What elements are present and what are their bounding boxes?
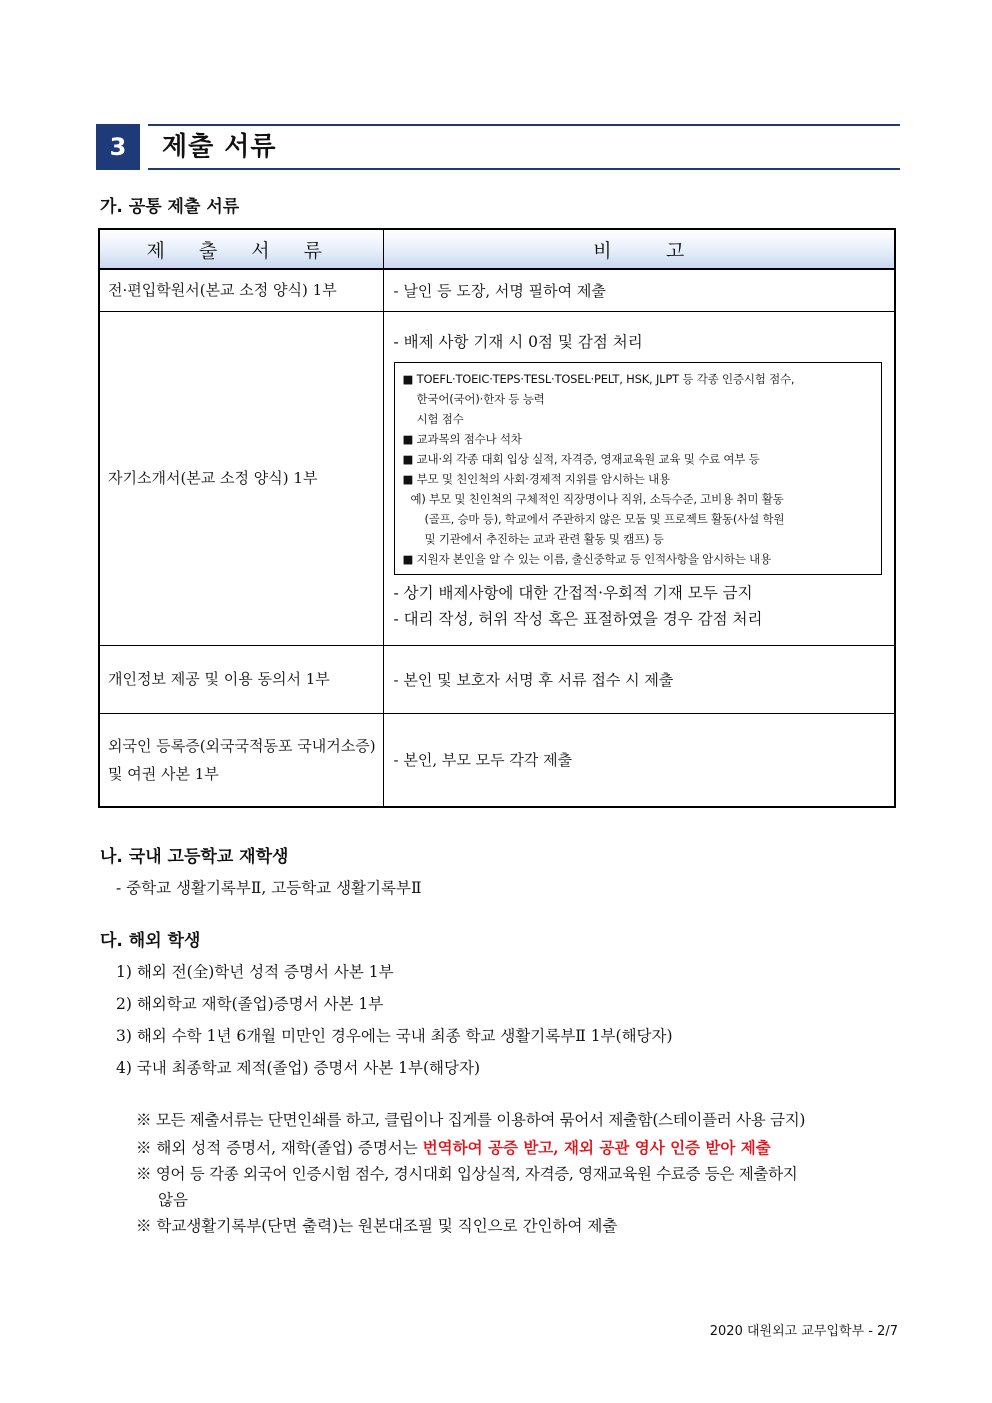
table-row <box>99 645 895 713</box>
section-title: 제출 서류 <box>162 132 277 162</box>
doc-privacy-consent: 개인정보 제공 및 이용 동의서 1부 <box>99 645 383 713</box>
overseas-item: 1) 해외 전(全)학년 성적 증명서 사본 1부 <box>116 963 394 981</box>
note-plagiarism: - 대리 작성, 허위 작성 혹은 표절하였을 경우 감점 처리 <box>393 609 763 628</box>
note-notarization-emphasis: 번역하여 공증 받고, 재외 공관 영사 인증 받아 제출 <box>422 1138 771 1157</box>
excl-item-cont: 한국어(국어)·한자 등 능력 <box>416 391 545 406</box>
page-footer: 2020 대원외고 교무입학부 - 2/7 <box>709 1324 898 1339</box>
section-header <box>96 124 900 170</box>
note-indirect-ban: - 상기 배제사항에 대한 간접적·우회적 기재 모두 금지 <box>393 583 753 602</box>
excl-item: ■ 교과목의 점수나 석차 <box>402 431 522 446</box>
overseas-item: 2) 해외학교 재학(졸업)증명서 사본 1부 <box>116 995 384 1013</box>
note-application: - 날인 등 도장, 서명 필하여 제출 <box>383 269 895 311</box>
common-docs-heading: 가. 공통 제출 서류 <box>100 197 240 217</box>
doc-foreigner-id-line1: 외국인 등록증(외국국적동포 국내거소증) <box>108 736 376 755</box>
overseas-heading: 다. 해외 학생 <box>100 931 201 951</box>
note-notarization <box>136 1136 771 1158</box>
doc-application: 전·편입학원서(본교 소정 양식) 1부 <box>99 269 383 311</box>
table-row <box>99 713 895 807</box>
note-exclusion: - 배제 사항 기재 시 0점 및 감점 처리 <box>393 332 643 351</box>
overseas-item: 3) 해외 수학 1년 6개월 미만인 경우에는 국내 최종 학교 생활기록부Ⅱ 1부(해당자) <box>116 1027 673 1045</box>
exclusion-box <box>394 362 883 575</box>
note-foreigner-id: - 본인, 부모 모두 각각 제출 <box>383 713 895 807</box>
excl-item: ■ TOEFL·TOEIC·TEPS·TESL·TOSEL·PELT, HSK, JLPT 등 각종 인증시험 점수, <box>402 371 795 386</box>
note-not-submit-cont: 않음 <box>158 1191 188 1209</box>
excl-example-cont: 및 기관에서 추진하는 교과 관련 활동 및 캠프) 등 <box>424 531 664 546</box>
excl-item: ■ 지원자 본인을 알 수 있는 이름, 출신중학교 등 인적사항을 암시하는 내용 <box>402 551 771 566</box>
header-remarks: 비 고 <box>383 229 895 269</box>
doc-foreigner-id <box>99 713 383 807</box>
doc-foreigner-id-line2: 및 여권 사본 1부 <box>108 764 219 783</box>
excl-item: ■ 부모 및 친인척의 사회·경제적 지위를 암시하는 내용 <box>402 471 670 486</box>
header-docs: 제 출 서 류 <box>99 229 383 269</box>
domestic-heading: 나. 국내 고등학교 재학생 <box>100 847 289 867</box>
excl-example-cont: (골프, 승마 등), 학교에서 주관하지 않은 모둠 및 프로젝트 활동(사설 학원 <box>424 511 785 526</box>
note-single-sided: ※ 모든 제출서류는 단면인쇄를 하고, 클립이나 집게를 이용하여 묶어서 제출함(스테이플러 사용 금지) <box>136 1111 806 1129</box>
documents-table <box>98 228 896 808</box>
note-school-record: ※ 학교생활기록부(단면 출력)는 원본대조필 및 직인으로 간인하여 제출 <box>136 1217 618 1235</box>
note-self-intro <box>383 311 895 645</box>
excl-item: ■ 교내·외 각종 대회 입상 실적, 자격증, 영재교육원 교육 및 수료 여부 등 <box>402 451 760 466</box>
excl-item-cont: 시험 점수 <box>416 411 464 426</box>
note-notarization-text: ※ 해외 성적 증명서, 재학(졸업) 증명서는 <box>136 1139 423 1157</box>
domestic-item: - 중학교 생활기록부Ⅱ, 고등학교 생활기록부Ⅱ <box>116 879 422 897</box>
table-header-row <box>99 229 895 269</box>
overseas-item: 4) 국내 최종학교 제적(졸업) 증명서 사본 1부(해당자) <box>116 1059 481 1077</box>
note-privacy-consent: - 본인 및 보호자 서명 후 서류 접수 시 제출 <box>383 645 895 713</box>
table-row <box>99 269 895 311</box>
section-number: 3 <box>96 124 140 170</box>
note-not-submit: ※ 영어 등 각종 외국어 인증시험 점수, 경시대회 입상실적, 자격증, 영재교육원 수료증 등은 제출하지 <box>136 1165 798 1183</box>
table-row <box>99 311 895 645</box>
excl-example: 예) 부모 및 친인척의 구체적인 직장명이나 직위, 소득수준, 고비용 취미 활동 <box>410 491 784 506</box>
doc-self-intro: 자기소개서(본교 소정 양식) 1부 <box>99 311 383 645</box>
